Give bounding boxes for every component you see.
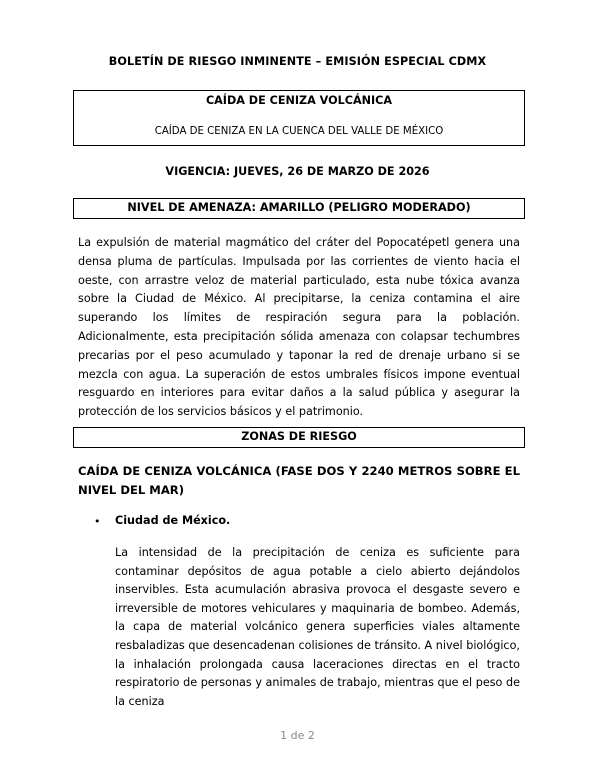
zone-heading: CAÍDA DE CENIZA VOLCÁNICA (FASE DOS Y 2240 METROS SOBRE EL NIVEL DEL MAR) <box>78 464 520 497</box>
risk-zones-title: ZONAS DE RIESGO <box>241 430 357 443</box>
zone-paragraph: La intensidad de la precipitación de ceniza es suficiente para contaminar depósitos de agua potable a cielo abierto dejándolos inservibles. Esta acumulación abrasiva provoca el desgaste severo e irreversible de motores vehiculares y maquinaria de bombeo. Además, la capa de material volcánico genera superficies viales altamente resbaladizas que desencadenan colisiones de tránsito. A nivel biológico, la inhalación prolongada causa laceraciones directas en el tracto respiratorio de personas y animales de trabajo, mientras que el peso de la ceniza <box>115 546 520 708</box>
hazard-box <box>73 90 525 146</box>
threat-level-box <box>73 198 525 219</box>
validity-date: VIGENCIA: JUEVES, 26 DE MARZO DE 2026 <box>165 165 430 178</box>
bullet-icon: • <box>94 515 101 528</box>
intro-paragraph: La expulsión de material magmático del cráter del Popocatépetl genera una densa pluma de partículas. Impulsada por las corrientes de viento hacia el oeste, con arrastre veloz de material particulado, esta nube tóxica avanza sobre la Ciudad de México. Al precipitarse, la ceniza contamina el aire superando los límites de respiración segura para la población. Adicionalmente, esta precipitación sólida amenaza con colapsar techumbres precarias por el peso acumulado y taponar la red de drenaje urbano si se mezcla con agua. La superación de estos umbrales físicos impone eventual resguardo en interiores para evitar daños a la salud pública y asegurar la protección de los servicios básicos y el patrimonio. <box>78 236 520 419</box>
risk-zones-box <box>73 427 525 448</box>
hazard-title: CAÍDA DE CENIZA VOLCÁNICA <box>205 94 393 107</box>
threat-level-label: NIVEL DE AMENAZA: AMARILLO (PELIGRO MODERADO) <box>127 201 471 214</box>
page-number: 1 de 2 <box>280 729 315 742</box>
hazard-subtitle: CAÍDA DE CENIZA EN LA CUENCA DEL VALLE DE MÉXICO <box>154 126 444 137</box>
zone-name: Ciudad de México. <box>115 514 231 527</box>
bulletin-title: BOLETÍN DE RIESGO INMINENTE – EMISIÓN ESPECIAL CDMX <box>108 55 487 68</box>
